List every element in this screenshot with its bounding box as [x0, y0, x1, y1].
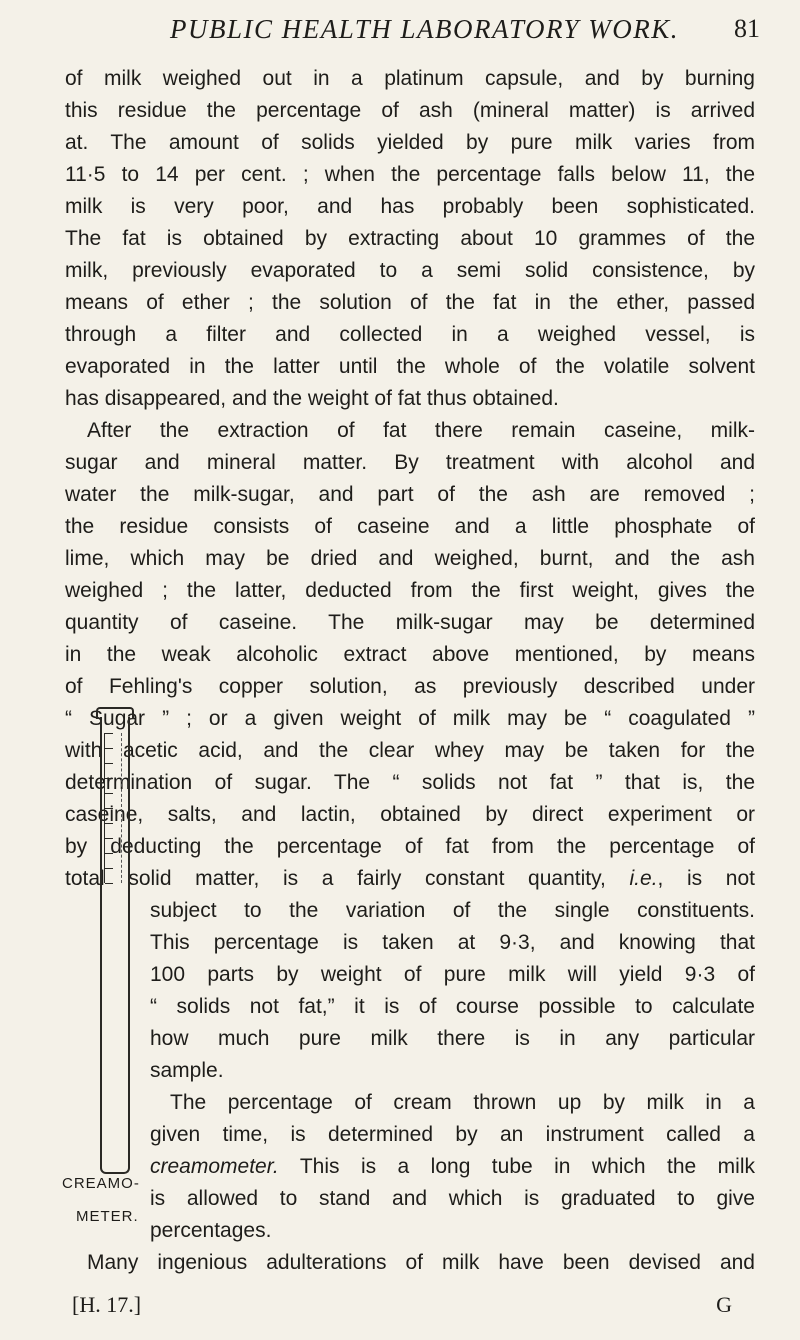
text-line: subject to the variation of the single constituents. [150, 899, 755, 922]
text-line: total solid matter, is a fairly constant quantity, i.e., is not [65, 867, 755, 890]
text-line: this residue the percentage of ash (mineral matter) is arrived [65, 99, 755, 122]
text-line: through a filter and collected in a weighed vessel, is [65, 323, 755, 346]
text-line: “ Sugar ” ; or a given weight of milk may be “ coagulated ” [65, 707, 755, 730]
italic-creamometer: creamometer. [150, 1155, 279, 1178]
figure-caption [62, 1167, 182, 1233]
text-line: “ solids not fat,” it is of course possible to calculate [150, 995, 755, 1018]
text-line: water the milk-sugar, and part of the ash are removed ; [65, 483, 755, 506]
text-line: at. The amount of solids yielded by pure milk varies from [65, 131, 755, 154]
text-line: caseine, salts, and lactin, obtained by direct experiment or [65, 803, 755, 826]
text-line: The percentage of cream thrown up by milk in a [170, 1091, 755, 1114]
text-line: 100 parts by weight of pure milk will yield 9·3 of [150, 963, 755, 986]
caption-line: METER. [76, 1208, 139, 1225]
text-line: how much pure milk there is in any particular [150, 1027, 755, 1050]
page-footer [72, 1292, 732, 1326]
text-line: by deducting the percentage of fat from the percentage of [65, 835, 755, 858]
text-line: given time, is determined by an instrument called a [150, 1123, 755, 1146]
text-line: sample. [150, 1059, 224, 1082]
text-line: determination of sugar. The “ solids not fat ” that is, the [65, 771, 755, 794]
signature-mark: [H. 17.] [72, 1292, 142, 1317]
text-line: 11·5 to 14 per cent. ; when the percentage falls below 11, the [65, 163, 755, 186]
tube-scale-icon [104, 733, 122, 883]
text-line: with acetic acid, and the clear whey may be taken for the [65, 739, 755, 762]
text-line: percentages. [150, 1219, 272, 1242]
text-line: has disappeared, and the weight of fat thus obtained. [65, 387, 559, 410]
creamometer-figure [92, 707, 162, 1182]
text-line: After the extraction of fat there remain caseine, milk- [87, 419, 755, 442]
text-line: of Fehling's copper solution, as previously described under [65, 675, 755, 698]
text-line: evaporated in the latter until the whole of the volatile solvent [65, 355, 755, 378]
text-line: Many ingenious adulterations of milk have been devised and [87, 1251, 755, 1274]
text-line: means of ether ; the solution of the fat in the ether, passed [65, 291, 755, 314]
text-line: The fat is obtained by extracting about 10 grammes of the [65, 227, 755, 250]
text-line: quantity of caseine. The milk-sugar may be determined [65, 611, 755, 634]
text-line: milk, previously evaporated to a semi solid consistence, by [65, 259, 755, 282]
text-line: creamometer. This is a long tube in which the milk [150, 1155, 755, 1178]
text-line: in the weak alcoholic extract above mentioned, by means [65, 643, 755, 666]
page-number: 81 [734, 14, 760, 43]
text-line: sugar and mineral matter. By treatment with alcohol and [65, 451, 755, 474]
running-title: PUBLIC HEALTH LABORATORY WORK. [170, 14, 679, 44]
text-line: lime, which may be dried and weighed, burnt, and the ash [65, 547, 755, 570]
text-line: milk is very poor, and has probably been sophisticated. [65, 195, 755, 218]
text-line: is allowed to stand and which is graduated to give [150, 1187, 755, 1210]
italic-ie: i.e. [629, 867, 658, 890]
text-line: This percentage is taken at 9·3, and knowing that [150, 931, 755, 954]
gathering-mark: G [716, 1292, 732, 1317]
running-head [60, 14, 760, 48]
text-line: of milk weighed out in a platinum capsule, and by burning [65, 67, 755, 90]
caption-line: CREAMO- [62, 1175, 140, 1192]
body-text [65, 63, 755, 1279]
text-line: weighed ; the latter, deducted from the first weight, gives the [65, 579, 755, 602]
text-line: the residue consists of caseine and a little phosphate of [65, 515, 755, 538]
